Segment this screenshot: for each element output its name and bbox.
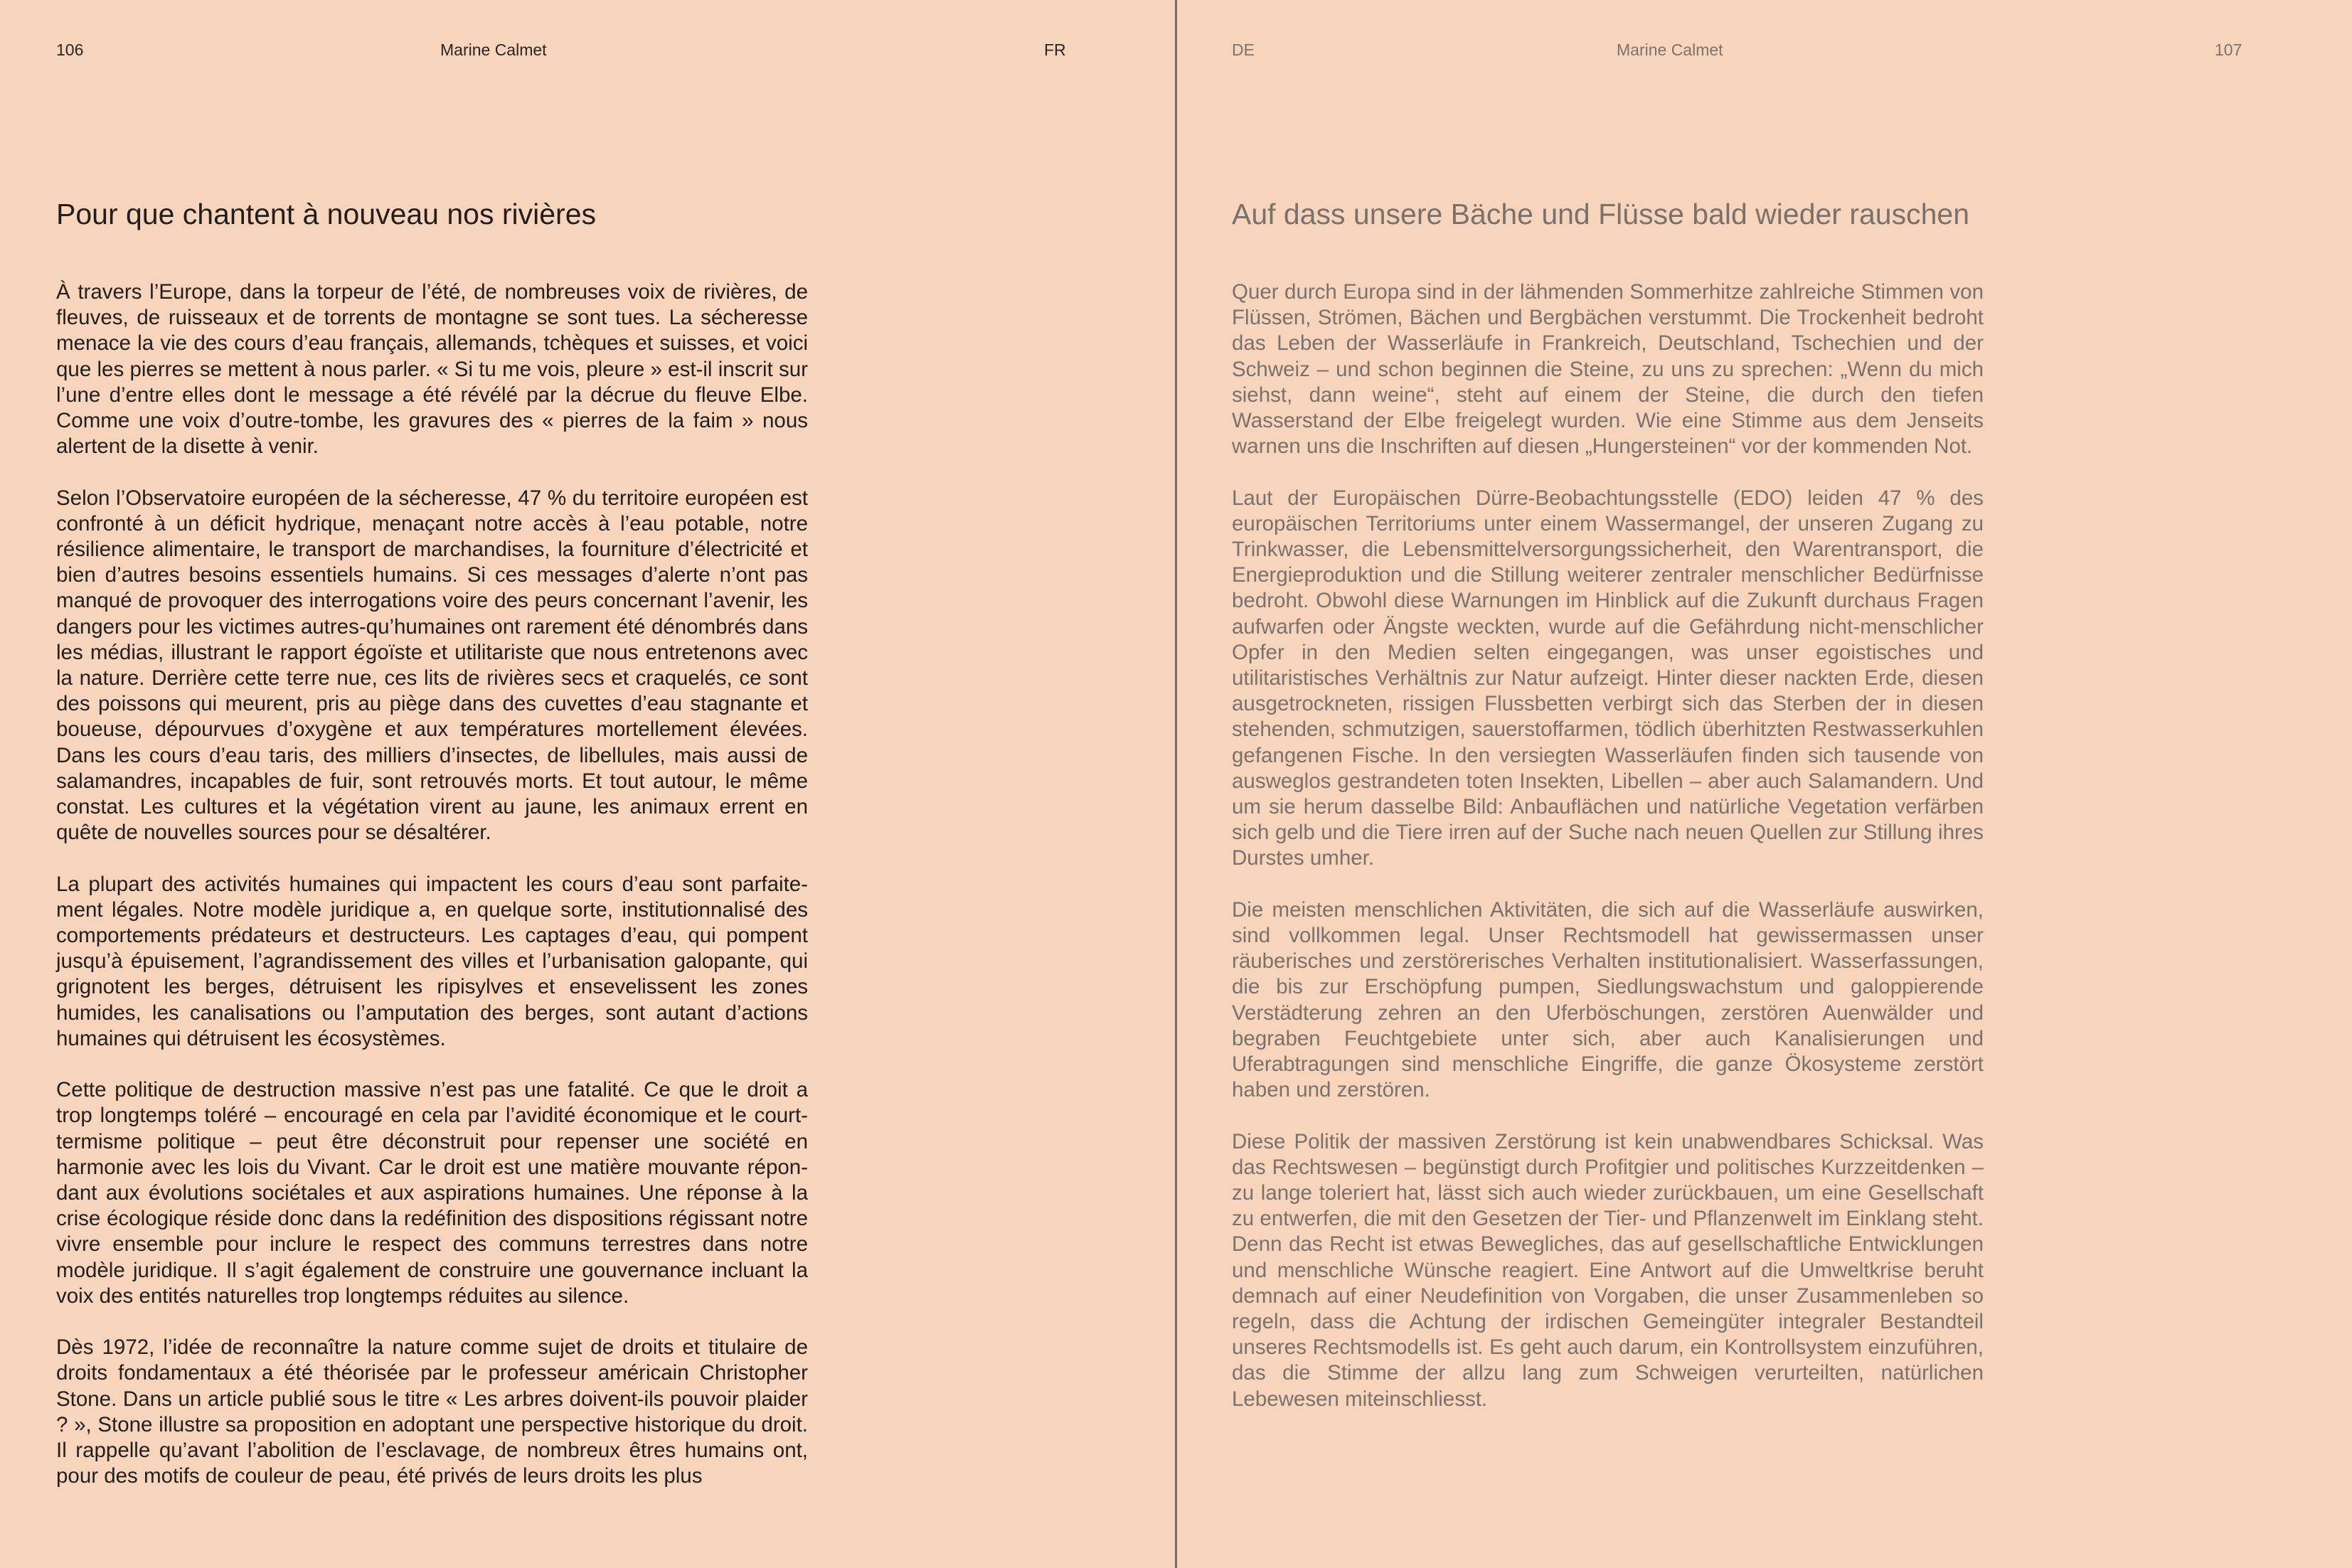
paragraph: Dès 1972, l’idée de reconnaître la nature comme sujet de droits et titulaire de droits fondamentaux a été théorisée par le professeur américain Christopher Stone. Dans un article publié sous le titre « Les arbres doivent-ils pouvoir plaider ? », Stone illustre sa proposition en adoptant une perspective historique du droit. Il rappelle qu’avant l’abolition de l’esclavage, de nombreux êtres humains ont, pour des motifs de couleur de peau, été privés de leurs droits les plus (56, 1335, 808, 1488)
right-page (1177, 0, 2352, 1568)
paragraph: La plupart des activités humaines qui impactent les cours d’eau sont parfaitement légales. Notre modèle juridique a, en quelque sorte, institutionnalisé des comportements prédateurs et destructeurs. Les captages d’eau, qui pompent jusqu’à épuisement, l’agrandissement des villes et l’urbanisation galopante, qui grignotent les berges, détruisent les ripisylves et ensevelissent les zones humides, les canalisations ou l’amputation des berges, sont autant d’actions humaines qui détruisent les écosystèmes. (56, 872, 808, 1050)
article-body (56, 279, 808, 1489)
article-title: Auf dass unsere Bäche und Flüsse bald wieder rauschen (1232, 198, 1970, 230)
page-number: 106 (56, 41, 84, 59)
author-name: Marine Calmet (440, 41, 547, 59)
language-label: DE (1232, 41, 1255, 59)
paragraph: Diese Politik der massiven Zerstörung ist kein unabwendbares Schicksal. Was das Rechtswesen – begünstigt durch Profitgier und politisches Kurzzeitdenken – zu lange toleriert hat, lässt sich auch wieder zurückbauen, um eine Gesellschaft zu entwerfen, die mit den Gesetzen der Tier- und Pflanzenwelt im Einklang steht. Denn das Recht ist etwas Bewegliches, das auf gesellschaftliche Entwicklungen und menschliche Wünsche reagiert. Eine Antwort auf die Umweltkrise beruht demnach auf einer Neudefinition von Vorgaben, die unser Zusammenleben so regeln, dass die Achtung der irdischen Gemeingüter integraler Bestandteil unseres Rechtsmodells ist. Es geht auch darum, ein Kontrollsystem einzuführen, das die Stimme der allzu lang zum Schweigen verurteilten, natürlichen Lebewesen miteinschliesst. (1232, 1129, 1984, 1411)
article-body (1232, 279, 1984, 1412)
article-title: Pour que chantent à nouveau nos rivières (56, 198, 597, 230)
paragraph: Cette politique de destruction massive n’est pas une fatalité. Ce que le droit a trop longtemps toléré – encouragé en cela par l’avidité économique et le court-termisme politique – peut être déconstruit pour repenser une société en harmonie avec les lois du Vivant. Car le droit est une matière mouvante répondant aux évolutions sociétales et aux aspirations humaines. Une réponse à la crise écologique réside donc dans la redéfinition des dispositions régissant notre vivre ensemble pour inclure le respect des communs terrestres dans notre modèle juridique. Il s’agit également de construire une gouvernance incluant la voix des entités naturelles trop longtemps réduites au silence. (56, 1078, 808, 1308)
page-number: 107 (2215, 41, 2242, 59)
paragraph: Selon l’Observatoire européen de la sécheresse, 47 % du territoire européen est confronté à un déficit hydrique, menaçant notre accès à l’eau potable, notre résilience alimentaire, le transport de marchandises, la fourniture d’électricité et bien d’autres besoins essentiels humains. Si ces messages d’alerte n’ont pas manqué de provoquer des interrogations voire des peurs concernant l’avenir, les dangers pour les victimes autres-qu’humaines ont rarement été dénombrés dans les médias, illustrant le rapport égoïste et utilitariste que nous entretenons avec la nature. Derrière cette terre nue, ces lits de rivières secs et craquelés, ce sont des poissons qui meurent, pris au piège dans des cuvettes d’eau stagnante et boueuse, dépourvues d’oxygène et aux températures mortellement élevées. Dans les cours d’eau taris, des milliers d’insectes, de libellules, mais aussi de salamandres, incapables de fuir, sont retrouvés morts. Et tout autour, le même constat. Les cultures et la végétation virent au jaune, les animaux errent en quête de nouvelles sources pour se désaltérer. (56, 486, 808, 845)
paragraph: Die meisten menschlichen Aktivitäten, die sich auf die Wasserläufe auswirken, sind vollkommen legal. Unser Rechtsmodell hat gewissermassen unser räuberisches und zerstörerisches Verhalten institutionalisiert. Wasserfassungen, die bis zur Erschöpfung pumpen, Siedlungswachstum und galoppierende Verstädterung zehren an den Uferböschungen, zerstören Auenwälder und begraben Feuchtgebiete unter sich, aber auch Kanalisierungen und Uferabtragungen sind menschliche Eingriffe, die ganze Ökosysteme zerstört haben und zerstören. (1232, 897, 1984, 1102)
paragraph: Laut der Europäischen Dürre-Beobachtungsstelle (EDO) leiden 47 % des europäischen Territoriums unter einem Wassermangel, der unseren Zugang zu Trinkwasser, die Lebensmittelversorgungssicherheit, den Warentransport, die Energieproduktion und die Stillung weiterer zentraler menschlicher Bedürfnisse bedroht. Obwohl diese Warnungen im Hinblick auf die Zukunft durchaus Fragen aufwarfen oder Ängste weckten, wurde auf die Gefährdung nicht-menschlicher Opfer in den Medien selten eingegangen, was unser egoistisches und utilitaristisches Verhältnis zur Natur aufzeigt. Hinter dieser nackten Erde, diesen ausgetrockneten, rissigen Flussbetten verbirgt sich das Sterben der in diesen stehenden, schmutzigen, sauerstoffarmen, tödlich überhitzten Restwasserkuhlen gefangenen Fische. In den versiegten Wasserläufen finden sich tausende von ausweglos gestrandeten toten Insekten, Libellen – aber auch Salamandern. Und um sie herum dasselbe Bild: Anbauflächen und natürliche Vegetation verfärben sich gelb und die Tiere irren auf der Suche nach neuen Quellen zur Stillung ihres Durstes umher. (1232, 486, 1984, 870)
author-name: Marine Calmet (1617, 41, 1723, 59)
language-label: FR (1044, 41, 1066, 59)
paragraph: Quer durch Europa sind in der lähmenden Sommerhitze zahlreiche Stimmen von Flüssen, Strömen, Bächen und Bergbächen verstummt. Die Trockenheit bedroht das Leben der Wasserläufe in Frankreich, Deutschland, Tschechien und der Schweiz – und schon beginnen die Steine, zu uns zu sprechen: „Wenn du mich siehst, dann weine“, steht auf einem der Steine, die durch den tiefen Wasserstand der Elbe freigelegt wurden. Wie eine Stimme aus dem Jenseits warnen uns die Inschriften auf diesen „Hungersteinen“ vor der kommenden Not. (1232, 280, 1984, 459)
paragraph: À travers l’Europe, dans la torpeur de l’été, de nombreuses voix de rivières, de fleuves, de ruisseaux et de torrents de montagne se sont tues. La sécheresse menace la vie des cours d’eau français, allemands, tchèques et suisses, et voici que les pierres se mettent à nous parler. « Si tu me vois, pleure » est-il inscrit sur l’une d’entre elles dont le message a été révélé par la décrue du fleuve Elbe. Comme une voix d’outre-tombe, les gravures des « pierres de la faim » nous alertent de la disette à venir. (56, 280, 808, 459)
